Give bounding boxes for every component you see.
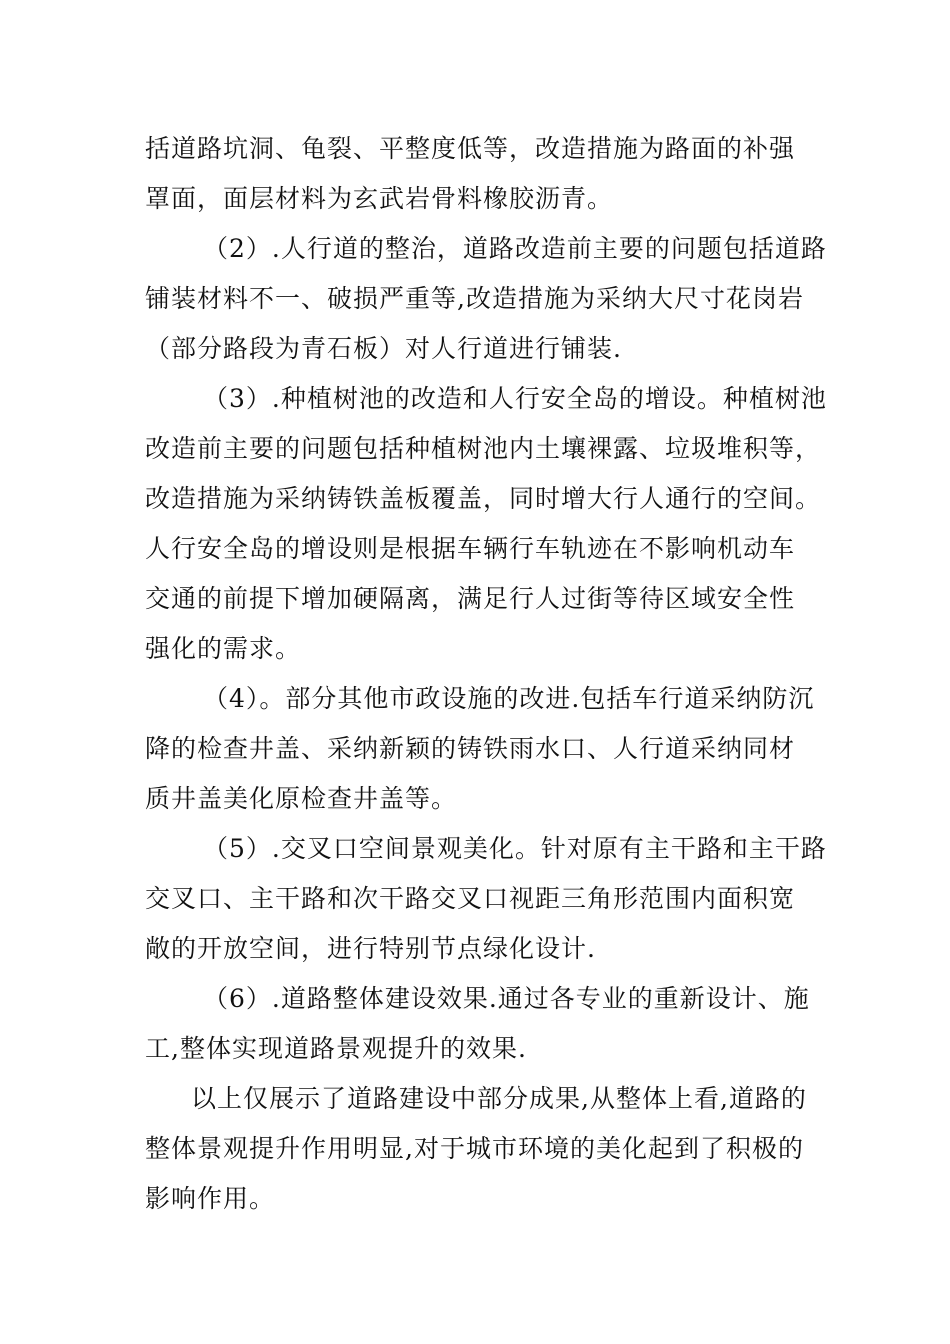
text-line: （部分路段为青石板）对人行道进行铺装. [145, 334, 622, 363]
paragraph-intersection [145, 824, 827, 974]
text-line: 铺装材料不一、破损严重等,改造措施为采纳大尺寸花岗岩 [145, 284, 804, 313]
text-line: （4）。部分其他市政设施的改进.包括车行道采纳防沉 [203, 684, 815, 713]
paragraph-municipal-facilities [145, 674, 815, 824]
text-line: 敞的开放空间，进行特别节点绿化设计. [145, 934, 596, 963]
text-line: （5）.交叉口空间景观美化。针对原有主干路和主干路 [203, 834, 827, 863]
paragraph-sidewalk [145, 224, 827, 374]
text-line: 交叉口、主干路和次干路交叉口视距三角形范围内面积宽 [145, 884, 796, 913]
text-line: 整体景观提升作用明显,对于城市环境的美化起到了积极的 [145, 1134, 804, 1163]
text-line: （3）.种植树池的改造和人行安全岛的增设。种植树池 [203, 384, 827, 413]
paragraph-overall-effect [145, 974, 810, 1074]
text-line: 改造前主要的问题包括种植树池内土壤裸露、垃圾堆积等， [145, 434, 822, 463]
text-line: 影响作用。 [145, 1184, 276, 1213]
text-line: 罩面，面层材料为玄武岩骨料橡胶沥青。 [145, 184, 614, 213]
text-line: 工,整体实现道路景观提升的效果. [145, 1034, 527, 1063]
text-line: （6）.道路整体建设效果.通过各专业的重新设计、施 [203, 984, 810, 1013]
text-line: 质井盖美化原检查井盖等。 [145, 784, 458, 813]
paragraph-conclusion [145, 1074, 805, 1224]
text-line: （2）.人行道的整治，道路改造前主要的问题包括道路 [203, 234, 827, 263]
text-line: 强化的需求。 [145, 634, 302, 663]
text-line: 人行安全岛的增设则是根据车辆行车轨迹在不影响机动车 [145, 534, 796, 563]
text-line: 交通的前提下增加硬隔离，满足行人过街等待区域安全性 [145, 584, 796, 613]
document-body [145, 124, 827, 1224]
text-line: 以上仅展示了道路建设中部分成果,从整体上看,道路的 [191, 1084, 807, 1113]
text-line: 括道路坑洞、龟裂、平整度低等，改造措施为路面的补强 [145, 134, 796, 163]
text-line: 改造措施为采纳铸铁盖板覆盖，同时增大行人通行的空间。 [145, 484, 822, 513]
text-line: 降的检查井盖、采纳新颖的铸铁雨水口、人行道采纳同材 [145, 734, 796, 763]
paragraph-tree-pits [145, 374, 827, 674]
paragraph-road-surface [145, 124, 805, 224]
